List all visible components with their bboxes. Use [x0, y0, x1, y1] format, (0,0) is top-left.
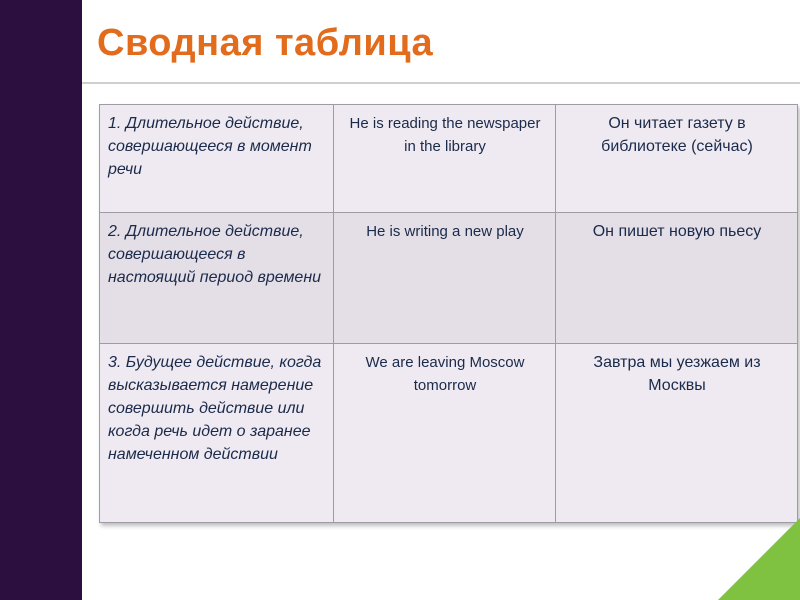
usage-cell: 1. Длительное действие, совершающееся в момент речи: [100, 105, 334, 213]
russian-translation-cell: Завтра мы уезжаем из Москвы: [556, 344, 798, 523]
slide-title: Сводная таблица: [97, 22, 434, 64]
corner-accent-triangle: [718, 518, 800, 600]
russian-translation-cell: Он читает газету в библиотеке (сейчас): [556, 105, 798, 213]
title-divider: [82, 82, 800, 84]
table-row: [100, 105, 798, 213]
english-example-cell: He is writing a new play: [334, 213, 556, 344]
usage-cell: 3. Будущее действие, когда высказывается намерение совершить действие или когда речь идет о заранее намеченном действии: [100, 344, 334, 523]
table-row: [100, 344, 798, 523]
english-example-cell: He is reading the newspaper in the library: [334, 105, 556, 213]
summary-table: [99, 104, 798, 523]
left-sidebar-bar: [0, 0, 82, 600]
usage-cell: 2. Длительное действие, совершающееся в настоящий период времени: [100, 213, 334, 344]
russian-translation-cell: Он пишет новую пьесу: [556, 213, 798, 344]
english-example-cell: We are leaving Moscow tomorrow: [334, 344, 556, 523]
table-row: [100, 213, 798, 344]
